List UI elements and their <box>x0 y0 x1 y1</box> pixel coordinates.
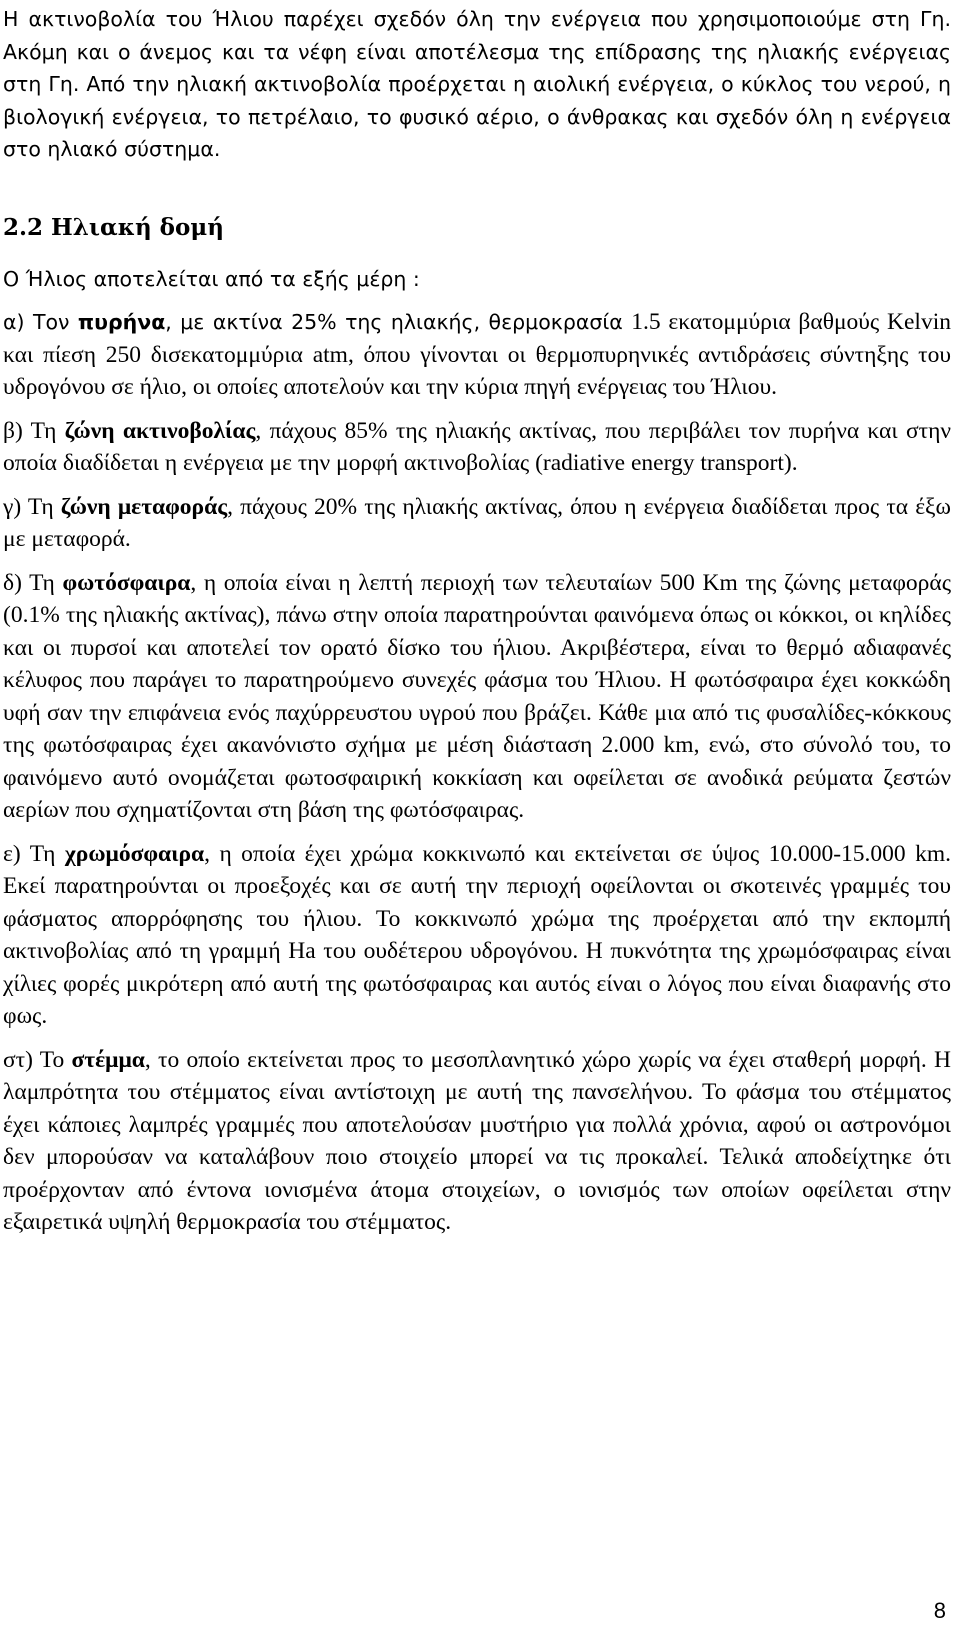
document-page <box>3 0 951 1239</box>
term-convection-zone: ζώνη μεταφοράς <box>60 493 228 520</box>
part-photosphere-rest: , η οποία είναι η λεπτή περιοχή των τελευταίων 500 Km της ζώνης μεταφοράς (0.1% της ηλιακής ακτίνας), πάνω στην οποία παρατηρούνται φαινόμενα όπως οι κόκκοι, οι κηλίδες και οι πυρσοί και αποτελεί τον ορατό δίσκο του ήλιου. Ακριβέστερα, είναι το θερμό αδιαφανές κέλυφος που παράγει το παρατηρούμενο συνεχές φάσμα του Ήλιου. Η φωτόσφαιρα έχει κοκκώδη υφή σαν την επιφάνεια ενός παχύρρευστου υγρού που βράζει. Κάθε μια από τις φυσαλίδες-κόκκους της φωτόσφαιρας έχει ακανόνιστο σχήμα με μέση διάσταση 2.000 km, ενώ, στο σύνολό του, το φαινόμενο αυτό ονομάζεται φωτοσφαιρική κοκκίαση και οφείλεται σε ανοδικά ρεύματα ζεστών αερίων που σχηματίζονται στη βάση της φωτόσφαιρας. <box>3 569 951 823</box>
intro-paragraph <box>3 3 951 166</box>
part-core-paragraph <box>3 306 951 404</box>
part-corona-rest: , το οποίο εκτείνεται προς το μεσοπλανητικό χώρο χωρίς να έχει σταθερή μορφή. Η λαμπρότητα του στέμματος είναι αντίστοιχη με αυτή της πανσελήνου. Το φάσμα του στέμματος έχει κάποιες λαμπρές γραμμές που αποτελούσαν μυστήριο για πολλά χρόνια, αφού οι αστρονόμοι δεν μπορούσαν να καταλάβουν ποιο στοιχείο μπορεί να τις προκαλεί. Τελικά αποδείχτηκε ότι προέρχονταν από έντονα ιονισμένα άτομα στοιχείων, ο ιονισμός των οποίων οφείλεται στην εξαιρετικά υψηλή θερμοκρασία του στέμματος. <box>3 1046 951 1235</box>
part-photosphere-paragraph <box>3 567 951 827</box>
part-radiative-prefix: β) Τη <box>3 417 65 444</box>
part-radiative-zone-paragraph <box>3 415 951 480</box>
part-convection-zone-paragraph <box>3 491 951 556</box>
intro-text: Η ακτινοβολία του Ήλιου παρέχει σχεδόν όλη την ενέργεια που χρησιμοποιούμε στη Γη. Ακόμη και ο άνεμος και τα νέφη είναι αποτέλεσμα της επίδρασης της ηλιακής ενέργειας στη Γη. Από την ηλιακή ακτινοβολία προέρχεται η αιολική ενέργεια, ο κύκλος του νερού, η βιολογική ενέργεια, το πετρέλαιο, το φυσικό αέριο, ο άνθρακας και σχεδόν όλη η ενέργεια στο ηλιακό σύστημα. <box>3 7 951 161</box>
section-heading: 2.2 Ηλιακή δομή <box>3 213 224 241</box>
part-chromosphere-rest: , η οποία έχει χρώμα κοκκινωπό και εκτείνεται σε ύψος 10.000-15.000 km. Εκεί παρατηρούνται οι προεξοχές και σε αυτή την περιοχή οφείλονται οι σκοτεινές γραμμές του φάσματος απορρόφησης του ήλιου. Το κοκκινωπό χρώμα της προέρχεται από την εκπομπή ακτινοβολίας από τη γραμμή Ηa του ουδέτερου υδρογόνου. Η πυκνότητα της χρωμόσφαιρας είναι χίλιες φορές μικρότερη από αυτή της φωτόσφαιρας και αυτός είναι ο λόγος που είναι διαφανής στο φως. <box>3 840 951 1029</box>
part-photosphere-prefix: δ) Τη <box>3 569 63 596</box>
part-radiative-rest: , πάχους 85% της ηλιακής ακτίνας, που περιβάλει τον πυρήνα και στην οποία διαδίδεται η ενέργεια με την μορφή ακτινοβολίας (radiative energy transport). <box>3 417 951 476</box>
term-photosphere: φωτόσφαιρα <box>62 569 191 596</box>
part-corona-paragraph <box>3 1044 951 1239</box>
part-corona-prefix: στ) Το <box>3 1046 72 1073</box>
part-core-mid: , με ακτίνα 25% της ηλιακής, θερμοκρασία <box>165 310 632 334</box>
part-convection-prefix: γ) Τη <box>3 493 61 520</box>
part-chromosphere-prefix: ε) Τη <box>3 840 65 867</box>
part-core-number: 1.5 <box>631 309 661 335</box>
section-lead: Ο Ήλιος αποτελείται από τα εξής μέρη : <box>3 266 420 291</box>
term-radiative-zone: ζώνη ακτινοβολίας <box>64 417 256 444</box>
term-core: πυρήνα <box>77 310 166 334</box>
page-number: 8 <box>933 1598 946 1623</box>
term-corona: στέμμα <box>71 1046 145 1073</box>
part-convection-rest: , πάχους 20% της ηλιακής ακτίνας, όπου η ενέργεια διαδίδεται προς τα έξω με μεταφορά. <box>3 493 952 552</box>
part-core-prefix: α) Τον <box>3 310 78 334</box>
term-chromosphere: χρωμόσφαιρα <box>64 840 205 867</box>
part-chromosphere-paragraph <box>3 838 951 1033</box>
part-core-rest: εκατομμύρια βαθμούς Kelvin και πίεση 250 δισεκατομμύρια atm, όπου γίνονται οι θερμοπυρηνικές αντιδράσεις σύντηξης του υδρογόνου σε ήλιο, οι οποίες αποτελούν και την κύρια πηγή ενέργειας του Ήλιου. <box>3 309 951 400</box>
